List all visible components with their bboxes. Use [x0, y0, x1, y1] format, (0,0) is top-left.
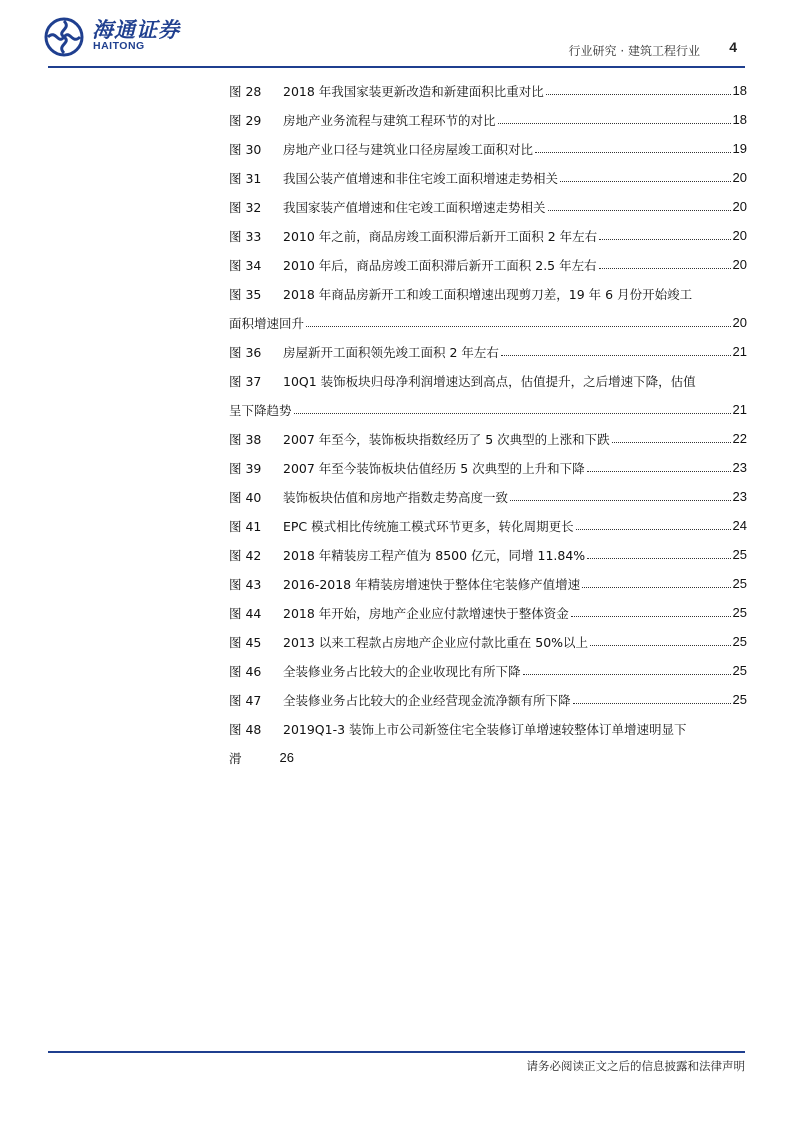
toc-leader-dots: [510, 500, 731, 501]
toc-entry[interactable]: [229, 627, 747, 656]
toc-page-number: 25: [732, 576, 747, 591]
toc-entry[interactable]: [229, 569, 747, 598]
toc-leader-dots: [523, 674, 731, 675]
footer-divider: [48, 1051, 745, 1053]
toc-figure-number: 图 43: [229, 576, 262, 592]
toc-figure-title: 我国家装产值增速和住宅竣工面积增速走势相关: [283, 199, 546, 215]
toc-figure-number: 图 39: [229, 460, 262, 476]
toc-leader-dots: [501, 355, 731, 356]
toc-figure-number: 图 35: [229, 286, 262, 302]
toc-entry[interactable]: [229, 134, 747, 163]
toc-entry[interactable]: [229, 424, 747, 453]
toc-figure-number: 图 29: [229, 112, 262, 128]
toc-page-number: 21: [732, 402, 747, 417]
toc-leader-dots: [590, 645, 730, 646]
toc-leader-dots: [294, 413, 731, 414]
toc-figure-title: 2010 年之前，商品房竣工面积滞后新开工面积 2 年左右: [283, 228, 598, 244]
toc-page-number: 18: [732, 83, 747, 98]
toc-entry[interactable]: [229, 482, 747, 511]
toc-figure-title: 全装修业务占比较大的企业收现比有所下降: [283, 663, 521, 679]
toc-figure-title: 房地产业务流程与建筑工程环节的对比: [283, 112, 496, 128]
toc-leader-dots: [582, 587, 730, 588]
toc-leader-dots: [306, 326, 731, 327]
toc-page-number: 18: [732, 112, 747, 127]
toc-entry[interactable]: [229, 366, 747, 395]
toc-figure-title: 2018 年我国家装更新改造和新建面积比重对比: [283, 83, 544, 99]
toc-entry[interactable]: [229, 221, 747, 250]
toc-figure-title: 我国公装产值增速和非住宅竣工面积增速走势相关: [283, 170, 559, 186]
toc-figure-number: 图 42: [229, 547, 262, 563]
toc-page-number: 25: [732, 634, 747, 649]
toc-figure-number: 图 37: [229, 373, 262, 389]
toc-leader-dots: [546, 94, 731, 95]
toc-page-number: 25: [732, 663, 747, 678]
toc-figure-title: 2018 年商品房新开工和竣工面积增速出现剪刀差，19 年 6 月份开始竣工: [283, 286, 693, 302]
toc-figure-title-continued: 滑: [229, 750, 242, 766]
toc-leader-dots: [548, 210, 731, 211]
toc-page-number: 19: [732, 141, 747, 156]
toc-figure-title: 2018 年开始，房地产企业应付款增速快于整体资金: [283, 605, 569, 621]
toc-page-number: 25: [732, 547, 747, 562]
toc-figure-number: 图 47: [229, 692, 262, 708]
toc-figure-number: 图 44: [229, 605, 262, 621]
logo-chinese-text: 海通证券: [92, 17, 180, 42]
toc-entry-continuation[interactable]: [229, 743, 747, 772]
toc-page-number: 24: [732, 518, 747, 533]
toc-entry[interactable]: [229, 685, 747, 714]
figure-list: [229, 76, 747, 772]
toc-figure-title: 房地产业口径与建筑业口径房屋竣工面积对比: [283, 141, 534, 157]
toc-entry[interactable]: [229, 511, 747, 540]
toc-figure-number: 图 30: [229, 141, 262, 157]
toc-figure-number: 图 38: [229, 431, 262, 447]
toc-figure-title: 2019Q1-3 装饰上市公司新签住宅全装修订单增速较整体订单增速明显下: [283, 721, 687, 737]
toc-entry[interactable]: [229, 192, 747, 221]
toc-figure-title: 2018 年精装房工程产值为 8500 亿元，同增 11.84%: [283, 547, 586, 563]
toc-figure-number: 图 46: [229, 663, 262, 679]
toc-entry[interactable]: [229, 714, 747, 743]
toc-figure-number: 图 31: [229, 170, 262, 186]
toc-page-number: 22: [732, 431, 747, 446]
toc-leader-dots: [612, 442, 731, 443]
logo-english-text: HAITONG: [93, 40, 145, 52]
toc-figure-number: 图 33: [229, 228, 262, 244]
toc-figure-title: 2010 年后，商品房竣工面积滞后新开工面积 2.5 年左右: [283, 257, 597, 273]
toc-leader-dots: [599, 239, 730, 240]
toc-figure-title-continued: 面积增速回升: [229, 315, 305, 331]
toc-entry[interactable]: [229, 250, 747, 279]
toc-entry[interactable]: [229, 337, 747, 366]
toc-figure-number: 图 48: [229, 721, 262, 737]
toc-entry[interactable]: [229, 453, 747, 482]
toc-figure-title-continued: 呈下降趋势: [229, 402, 292, 418]
toc-page-number: 25: [732, 605, 747, 620]
toc-page-number: 20: [732, 199, 747, 214]
toc-page-number: 20: [732, 170, 747, 185]
toc-page-number: 20: [732, 257, 747, 272]
toc-leader-dots: [560, 181, 731, 182]
toc-figure-title: EPC 模式相比传统施工模式环节更多，转化周期更长: [283, 518, 574, 534]
toc-figure-title: 装饰板块估值和房地产指数走势高度一致: [283, 489, 509, 505]
toc-figure-number: 图 36: [229, 344, 262, 360]
toc-entry-continuation[interactable]: [229, 395, 747, 424]
header-section: 行业研究 · 建筑工程行业: [568, 44, 700, 58]
toc-entry[interactable]: [229, 279, 747, 308]
haitong-logo-icon: [44, 17, 84, 57]
toc-page-number: 23: [732, 489, 747, 504]
toc-figure-number: 图 34: [229, 257, 262, 273]
toc-page-number: 23: [732, 460, 747, 475]
toc-figure-number: 图 32: [229, 199, 262, 215]
toc-entry[interactable]: [229, 105, 747, 134]
toc-leader-dots: [576, 529, 731, 530]
toc-page-number: 20: [732, 315, 747, 330]
toc-leader-dots: [498, 123, 731, 124]
toc-leader-dots: [599, 268, 731, 269]
header-divider: [48, 66, 745, 68]
toc-entry[interactable]: [229, 76, 747, 105]
page-header: [0, 0, 793, 70]
page-number: 4: [729, 39, 737, 55]
toc-page-number: 26: [279, 750, 294, 765]
toc-figure-number: 图 45: [229, 634, 262, 650]
toc-figure-title: 房屋新开工面积领先竣工面积 2 年左右: [283, 344, 499, 360]
toc-entry[interactable]: [229, 656, 747, 685]
toc-leader-dots: [535, 152, 731, 153]
toc-page-number: 20: [732, 228, 747, 243]
toc-entry-continuation[interactable]: [229, 308, 747, 337]
toc-figure-title: 10Q1 装饰板块归母净利润增速达到高点，估值提升，之后增速下降，估值: [283, 373, 696, 389]
toc-figure-number: 图 41: [229, 518, 262, 534]
toc-entry[interactable]: [229, 540, 747, 569]
toc-figure-title: 2007 年至今装饰板块估值经历 5 次典型的上升和下降: [283, 460, 585, 476]
toc-page-number: 21: [732, 344, 747, 359]
toc-figure-title: 2016-2018 年精装房增速快于整体住宅装修产值增速: [283, 576, 581, 592]
toc-figure-title: 全装修业务占比较大的企业经营现金流净额有所下降: [283, 692, 571, 708]
toc-figure-number: 图 40: [229, 489, 262, 505]
toc-leader-dots: [571, 616, 731, 617]
toc-leader-dots: [573, 703, 731, 704]
toc-leader-dots: [587, 558, 730, 559]
toc-figure-title: 2013 以来工程款占房地产企业应付款比重在 50%以上: [283, 634, 589, 650]
toc-page-number: 25: [732, 692, 747, 707]
toc-entry[interactable]: [229, 163, 747, 192]
toc-figure-title: 2007 年至今，装饰板块指数经历了 5 次典型的上涨和下跌: [283, 431, 610, 447]
footer-disclaimer: 请务必阅读正文之后的信息披露和法律声明: [526, 1059, 745, 1073]
toc-leader-dots: [587, 471, 731, 472]
toc-entry[interactable]: [229, 598, 747, 627]
toc-figure-number: 图 28: [229, 83, 262, 99]
